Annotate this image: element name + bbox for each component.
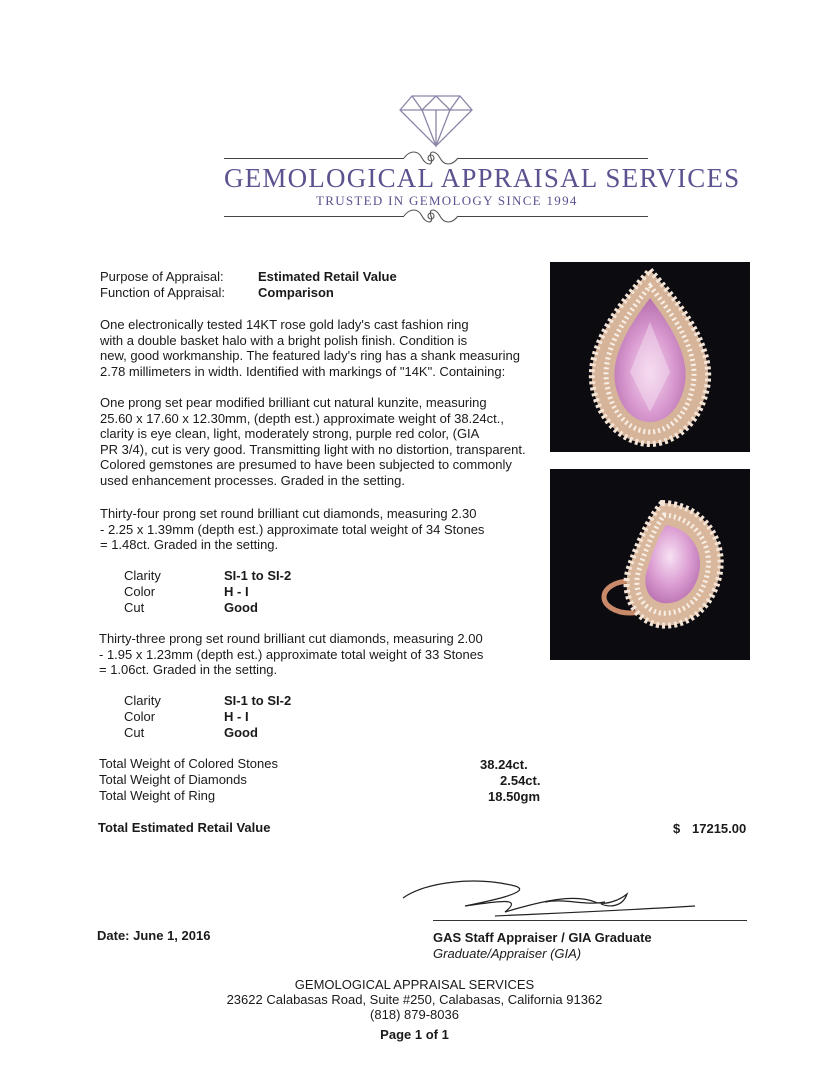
- header-rule-top-right: [458, 158, 648, 159]
- header-rule-top: [224, 158, 404, 159]
- company-name: GEMOLOGICAL APPRAISAL SERVICES: [224, 163, 741, 193]
- signature-line: [433, 920, 747, 921]
- grade2-cut-value: Good: [224, 725, 258, 740]
- retail-value: 17215.00: [692, 821, 747, 836]
- footer-address: 23622 Calabasas Road, Suite #250, Calabasas, California 91362: [226, 992, 603, 1007]
- kunzite-description: One prong set pear modified brilliant cut natural kunzite, measuring 25.60 x 17.60 x 12.30mm, (depth est.) approximate weight of 38.24ct., clarity is eye clean, light, moderately strong, purple red color, (GIA PR 3/4), cut is very good. Transmitting light with no distortion, transparent. Colored gemstones are presumed to have been subjected to commonly used enhancement processes. Graded in the setting.: [100, 395, 526, 488]
- ring-photo-side: [550, 469, 750, 660]
- grade1-color-value: H - I: [224, 584, 249, 599]
- grade1-clarity-label: Clarity: [124, 568, 161, 583]
- grade2-color-value: H - I: [224, 709, 249, 724]
- grade1-clarity-value: SI-1 to SI-2: [224, 568, 292, 583]
- purpose-value: Estimated Retail Value: [258, 269, 397, 284]
- footer-phone: (818) 879-8036: [370, 1007, 459, 1022]
- signer-name: GAS Staff Appraiser / GIA Graduate: [433, 930, 652, 945]
- total-diamonds-value: 2.54ct.: [500, 773, 541, 788]
- ornament-bottom: [400, 206, 462, 226]
- total-ring-value: 18.50gm: [488, 789, 541, 804]
- total-colored-label: Total Weight of Colored Stones: [99, 756, 278, 771]
- diamonds1-description: Thirty-four prong set round brilliant cut diamonds, measuring 2.30 - 2.25 x 1.39mm (depth est.) approximate total weight of 34 Stones = 1.48ct. Graded in the setting.: [100, 506, 485, 553]
- function-label: Function of Appraisal:: [100, 285, 226, 300]
- appraisal-date: Date: June 1, 2016: [97, 928, 211, 943]
- grade1-cut-value: Good: [224, 600, 258, 615]
- signature-image: [395, 872, 695, 922]
- grade1-cut-label: Cut: [124, 600, 145, 615]
- diamond-icon: [396, 92, 476, 148]
- company-tagline: TRUSTED IN GEMOLOGY SINCE 1994: [316, 193, 578, 208]
- signer-title: Graduate/Appraiser (GIA): [433, 946, 582, 961]
- total-diamonds-label: Total Weight of Diamonds: [99, 772, 247, 787]
- ring-photo-front: [550, 262, 750, 452]
- page-number: Page 1 of 1: [380, 1027, 449, 1042]
- footer-company: GEMOLOGICAL APPRAISAL SERVICES: [294, 977, 535, 992]
- grade1-color-label: Color: [124, 584, 156, 599]
- grade2-clarity-label: Clarity: [124, 693, 161, 708]
- grade2-cut-label: Cut: [124, 725, 145, 740]
- grade2-color-label: Color: [124, 709, 156, 724]
- logo-diamond: [396, 92, 476, 148]
- total-ring-label: Total Weight of Ring: [99, 788, 216, 803]
- diamonds2-description: Thirty-three prong set round brilliant cut diamonds, measuring 2.00 - 1.95 x 1.23mm (depth est.) approximate total weight of 33 Stones = 1.06ct. Graded in the setting.: [99, 631, 484, 678]
- header-rule-bottom: [224, 216, 404, 217]
- retail-label: Total Estimated Retail Value: [98, 820, 271, 835]
- total-colored-value: 38.24ct.: [480, 757, 528, 772]
- header-rule-bottom-right: [458, 216, 648, 217]
- purpose-label: Purpose of Appraisal:: [100, 269, 224, 284]
- grade2-clarity-value: SI-1 to SI-2: [224, 693, 292, 708]
- retail-currency: $: [673, 821, 681, 836]
- ring-description: One electronically tested 14KT rose gold lady's cast fashion ring with a double basket halo with a bright polish finish. Condition is new, good workmanship. The featured lady's ring has a shank measuring 2.78 millimeters in width. Identified with markings of "14K". Containing:: [100, 317, 520, 379]
- function-value: Comparison: [258, 285, 334, 300]
